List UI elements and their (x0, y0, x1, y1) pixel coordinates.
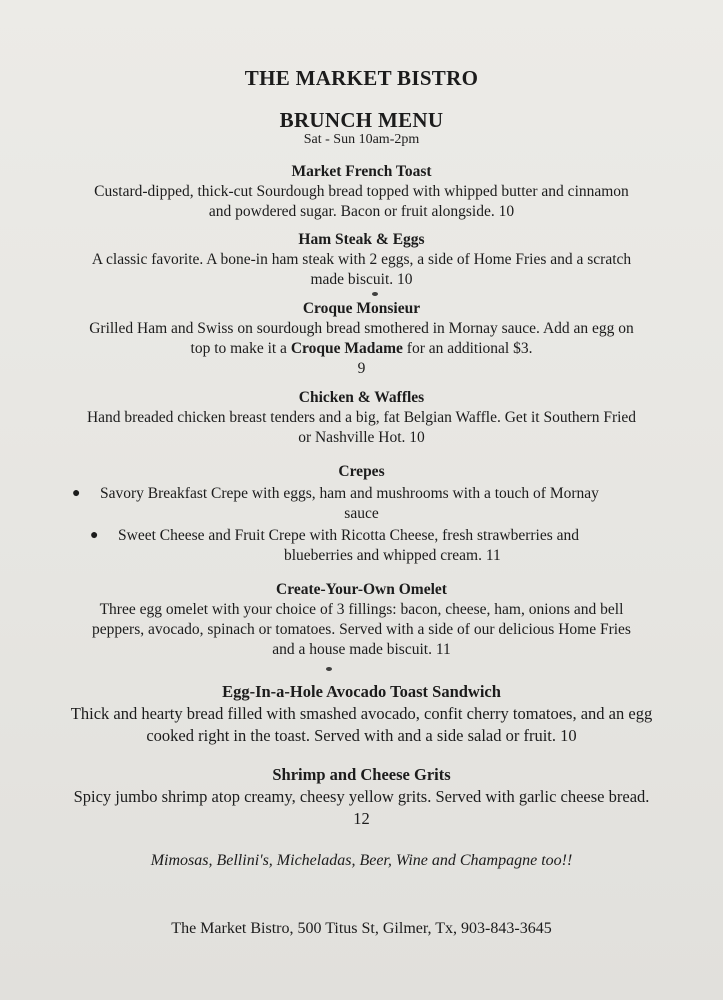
ink-smudge (372, 292, 378, 296)
item-description-line: Three egg omelet with your choice of 3 fillings: bacon, cheese, ham, onions and bell (99, 601, 624, 618)
item-description-text: top to make it a (190, 340, 291, 357)
item-description-line (20, 339, 703, 359)
menu-hours: Sat - Sun 10am-2pm (303, 132, 420, 147)
menu-item-french-toast (20, 162, 703, 222)
item-description-line: 12 (353, 809, 370, 828)
menu-item-chicken-waffles (20, 388, 703, 448)
item-description-line: A classic favorite. A bone-in ham steak with 2 eggs, a side of Home Fries and a scratch (91, 251, 632, 268)
bullet-item (0, 526, 723, 566)
menu-title: BRUNCH MENU (279, 108, 444, 132)
bullet-line: Sweet Cheese and Fruit Crepe with Ricotta Cheese, fresh strawberries and (118, 527, 579, 544)
item-description-line: made biscuit. 10 (310, 271, 413, 288)
item-name: Croque Monsieur (302, 300, 421, 317)
menu-item-crepes (20, 462, 703, 482)
item-name: Chicken & Waffles (298, 389, 425, 406)
item-description-line: and a house made biscuit. 11 (272, 641, 451, 658)
item-name: Crepes (338, 463, 385, 480)
croque-madame-text: Croque Madame (290, 340, 403, 357)
item-description-line: Hand breaded chicken breast tenders and a big, fat Belgian Waffle. Get it Southern Fried (86, 409, 637, 426)
item-name: Market French Toast (291, 163, 432, 180)
menu-item-egg-in-a-hole (20, 681, 703, 747)
bullet-line: sauce (344, 505, 379, 522)
item-description-line: peppers, avocado, spinach or tomatoes. Served with a side of our delicious Home Fries (92, 621, 631, 638)
menu-item-shrimp-grits (20, 764, 703, 830)
bullet-item (0, 484, 723, 524)
bullet-icon: ● (90, 528, 99, 543)
item-description-line: or Nashville Hot. 10 (298, 429, 425, 446)
item-description-line: cooked right in the toast. Served with and a side salad or fruit. 10 (146, 726, 577, 745)
drinks-note: Mimosas, Bellini's, Micheladas, Beer, Wine and Champagne too!! (150, 852, 573, 869)
menu-item-ham-steak (20, 230, 703, 290)
item-description-line: Custard-dipped, thick-cut Sourdough bread topped with whipped butter and cinnamon (94, 183, 629, 200)
item-name: Egg-In-a-Hole Avocado Toast Sandwich (222, 682, 501, 701)
item-name: Create-Your-Own Omelet (276, 581, 447, 598)
footer-address: The Market Bistro, 500 Titus St, Gilmer, Tx, 903-843-3645 (171, 920, 552, 937)
item-description-line: Thick and hearty bread filled with smashed avocado, confit cherry tomatoes, and an egg (70, 704, 653, 723)
bullet-line: Savory Breakfast Crepe with eggs, ham and mushrooms with a touch of Mornay (100, 485, 599, 502)
bullet-line: blueberries and whipped cream. 11 (284, 547, 501, 564)
menu-item-croque-monsieur (20, 299, 703, 379)
item-description-text: for an additional $3. (402, 340, 533, 357)
item-description-line: Grilled Ham and Swiss on sourdough bread smothered in Mornay sauce. Add an egg on (89, 320, 634, 337)
crepes-bullet-list (0, 484, 723, 566)
bullet-icon: ● (72, 486, 81, 501)
item-description-line: Spicy jumbo shrimp atop creamy, cheesy yellow grits. Served with garlic cheese bread. (73, 787, 650, 806)
item-name: Shrimp and Cheese Grits (272, 765, 451, 784)
item-description-line: and powdered sugar. Bacon or fruit alongside. 10 (208, 203, 515, 220)
item-price: 9 (357, 360, 366, 377)
menu-item-omelet (20, 580, 703, 660)
item-name: Ham Steak & Eggs (298, 231, 425, 248)
ink-smudge (326, 667, 332, 671)
restaurant-name: THE MARKET BISTRO (244, 66, 479, 90)
